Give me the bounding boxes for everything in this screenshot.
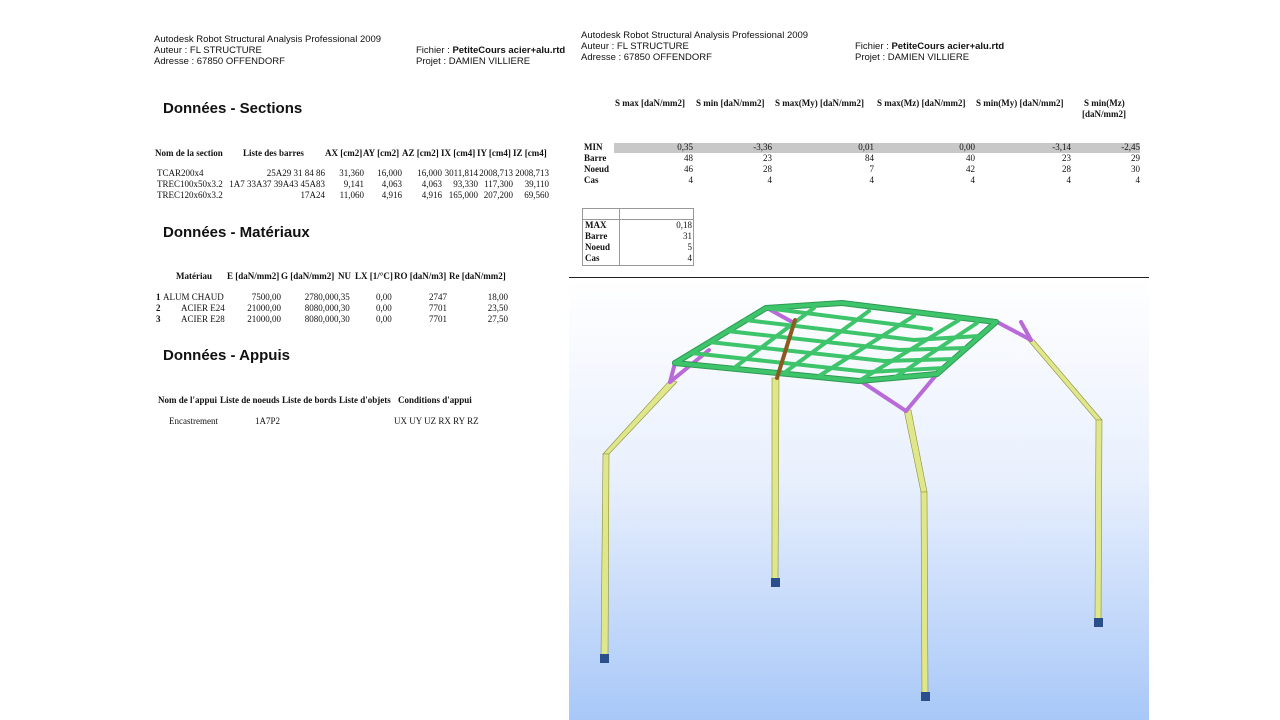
cell: 29	[1131, 153, 1140, 163]
file-name: PetiteCours acier+alu.rtd	[452, 45, 566, 56]
cell: 4	[688, 175, 693, 185]
cell: 4,063	[421, 179, 442, 189]
cell: 4	[1135, 175, 1140, 185]
right-header	[581, 30, 808, 63]
cell: 0,00	[376, 292, 392, 302]
author: Auteur : FL STRUCTURE	[154, 45, 262, 56]
cell: 0,35	[334, 292, 350, 302]
author: Auteur : FL STRUCTURE	[581, 41, 689, 52]
table-header	[0, 271, 560, 282]
cell: 48	[684, 153, 693, 163]
cell: TCAR200x4	[157, 168, 204, 178]
col-header: E [daN/mm2]	[227, 271, 280, 281]
col-header: S min [daN/mm2]	[696, 98, 765, 108]
cell: 39,110	[524, 179, 549, 189]
address: Adresse : 67850 OFFENDORF	[581, 52, 712, 63]
table-row	[584, 220, 692, 231]
cell: 4	[970, 175, 975, 185]
row-label: MIN	[584, 142, 603, 152]
col-header: IX [cm4]	[441, 148, 476, 158]
cell: 25A29 31 84 86	[266, 168, 325, 178]
address: Adresse : 67850 OFFENDORF	[154, 56, 285, 67]
cell: 17A24	[300, 190, 325, 200]
cell: 7	[869, 164, 874, 174]
cell: 42	[966, 164, 975, 174]
cell: ACIER E28	[181, 314, 225, 324]
col-header: S max [daN/mm2]	[615, 98, 685, 108]
cell: ACIER E24	[181, 303, 225, 313]
cell: 28	[763, 164, 772, 174]
table-row	[0, 175, 1150, 186]
cell: 21000,00	[247, 314, 281, 324]
cell: 0,01	[858, 142, 874, 152]
col-header: Liste de bords	[282, 395, 337, 405]
col-header: S min(My) [daN/mm2]	[976, 98, 1064, 108]
max-table	[582, 208, 694, 266]
cell: 93,330	[453, 179, 478, 189]
col-header: Re [daN/mm2]	[449, 271, 506, 281]
column	[921, 492, 928, 696]
project: Projet : DAMIEN VILLIERE	[416, 56, 531, 67]
cell: 21000,00	[247, 303, 281, 313]
supports-title: Données - Appuis	[163, 347, 290, 364]
cell: 30	[1131, 164, 1140, 174]
sections-title: Données - Sections	[163, 100, 303, 117]
right-file-info	[855, 41, 1004, 63]
cell: TREC100x50x3.2	[157, 179, 223, 189]
support	[921, 692, 930, 701]
cell: 0,00	[376, 314, 392, 324]
software-name: Autodesk Robot Structural Analysis Professional 2009	[154, 34, 382, 45]
table-row	[584, 231, 692, 242]
col-header: NU	[338, 271, 351, 281]
table-row	[0, 153, 1150, 164]
cell: 0,18	[676, 220, 692, 230]
row-label: Barre	[584, 153, 607, 163]
row-label: Noeud	[585, 242, 611, 252]
col-header: IZ [cm4]	[513, 148, 547, 158]
cell: -3,36	[753, 142, 772, 152]
file-label: Fichier :	[855, 41, 892, 52]
col-header: AX [cm2]	[325, 148, 363, 158]
cell: 27,50	[487, 314, 508, 324]
table-row	[584, 253, 692, 264]
table-row	[0, 292, 560, 303]
column	[772, 378, 779, 582]
cell: 2008,713	[479, 168, 513, 178]
table-row	[0, 416, 560, 427]
col-header: S min(Mz)	[1084, 98, 1125, 108]
materials-title: Données - Matériaux	[163, 224, 310, 241]
cell: 7701	[429, 314, 447, 324]
cell: 7701	[429, 303, 447, 313]
cell: 2780,00	[304, 292, 334, 302]
cell: 8080,00	[304, 303, 334, 313]
left-file-info	[416, 45, 565, 67]
row-label: Cas	[584, 175, 599, 185]
support	[600, 654, 609, 663]
cell: 0,00	[959, 142, 975, 152]
support	[1094, 618, 1103, 627]
structure-3d-view	[569, 278, 1149, 720]
row-label: Barre	[585, 231, 608, 241]
cell: 207,200	[483, 190, 513, 200]
cell: 2	[156, 303, 161, 313]
cell: 2747	[429, 292, 447, 302]
cell: 4	[767, 175, 772, 185]
cell: Encastrement	[169, 416, 218, 426]
cell: 9,141	[343, 179, 364, 189]
cell: 0,30	[334, 314, 350, 324]
file-name: PetiteCours acier+alu.rtd	[891, 41, 1005, 52]
col-header: IY [cm4]	[477, 148, 511, 158]
cell: 1	[156, 292, 161, 302]
cell: ALUM CHAUD	[163, 292, 224, 302]
col-header: Matériau	[176, 271, 212, 281]
cell: 8080,00	[304, 314, 334, 324]
cell: 31,360	[339, 168, 364, 178]
cell: 4,916	[421, 190, 442, 200]
row-label: Cas	[585, 253, 600, 263]
cell: 4,063	[381, 179, 402, 189]
col-header: AY [cm2]	[363, 148, 400, 158]
cell: 84	[865, 153, 874, 163]
cell: 4	[869, 175, 874, 185]
cell: -3,14	[1052, 142, 1071, 152]
cell: 4,916	[381, 190, 402, 200]
cell: 7500,00	[251, 292, 281, 302]
cell: 3011,814	[444, 168, 478, 178]
cell: 1A7 33A37 39A43 45A83	[229, 179, 325, 189]
table-row	[0, 164, 1150, 175]
cell: 1A7P2	[255, 416, 281, 426]
cell: 40	[966, 153, 975, 163]
col-header: Liste des barres	[243, 148, 304, 158]
cell: 2008,713	[515, 168, 549, 178]
cell: 0,30	[334, 303, 350, 313]
support	[771, 578, 780, 587]
table-row	[0, 190, 560, 201]
cell: 0,35	[677, 142, 693, 152]
cell: 11,060	[339, 190, 364, 200]
table-row	[0, 314, 560, 325]
left-header	[154, 34, 381, 67]
col-header: Liste d'objets	[339, 395, 391, 405]
cell: 23	[763, 153, 772, 163]
cell: 0,00	[376, 303, 392, 313]
cell: UX UY UZ RX RY RZ	[394, 416, 479, 426]
col-header: Nom de la section	[155, 148, 223, 158]
cell: 23	[1062, 153, 1071, 163]
col-header: AZ [cm2]	[402, 148, 439, 158]
file-label: Fichier :	[416, 45, 453, 56]
col-header-unit: [daN/mm2]	[1082, 109, 1126, 119]
software-name: Autodesk Robot Structural Analysis Professional 2009	[581, 30, 809, 41]
col-header: LX [1/°C]	[355, 271, 393, 281]
row-label: MAX	[585, 220, 607, 230]
col-header: S max(My) [daN/mm2]	[775, 98, 864, 108]
col-header: RO [daN/m3]	[394, 271, 447, 281]
cell: 16,000	[417, 168, 442, 178]
table-row	[0, 142, 1150, 153]
row-label: Noeud	[584, 164, 610, 174]
table-row	[0, 303, 560, 314]
cell: TREC120x60x3.2	[157, 190, 223, 200]
col-header: Nom de l'appui	[158, 395, 218, 405]
column	[1095, 420, 1102, 622]
table-header	[0, 395, 560, 406]
cell: 69,560	[524, 190, 549, 200]
col-header: G [daN/mm2]	[281, 271, 335, 281]
cell: 5	[687, 242, 692, 252]
table-row	[584, 242, 692, 253]
col-header: S max(Mz) [daN/mm2]	[877, 98, 966, 108]
cell: 4	[687, 253, 692, 263]
cell: 165,000	[448, 190, 478, 200]
cell: 4	[1066, 175, 1071, 185]
cell: 3	[156, 314, 161, 324]
col-header: Conditions d'appui	[398, 395, 472, 405]
structure-drawing	[569, 278, 1149, 720]
cell: 117,300	[484, 179, 513, 189]
cell: 28	[1062, 164, 1071, 174]
cell: 31	[683, 231, 692, 241]
cell: 18,00	[487, 292, 508, 302]
cell: 16,000	[377, 168, 402, 178]
cell: 23,50	[487, 303, 508, 313]
cell: 46	[684, 164, 693, 174]
cell: -2,45	[1121, 142, 1140, 152]
col-header: Liste de noeuds	[220, 395, 280, 405]
project: Projet : DAMIEN VILLIERE	[855, 52, 970, 63]
